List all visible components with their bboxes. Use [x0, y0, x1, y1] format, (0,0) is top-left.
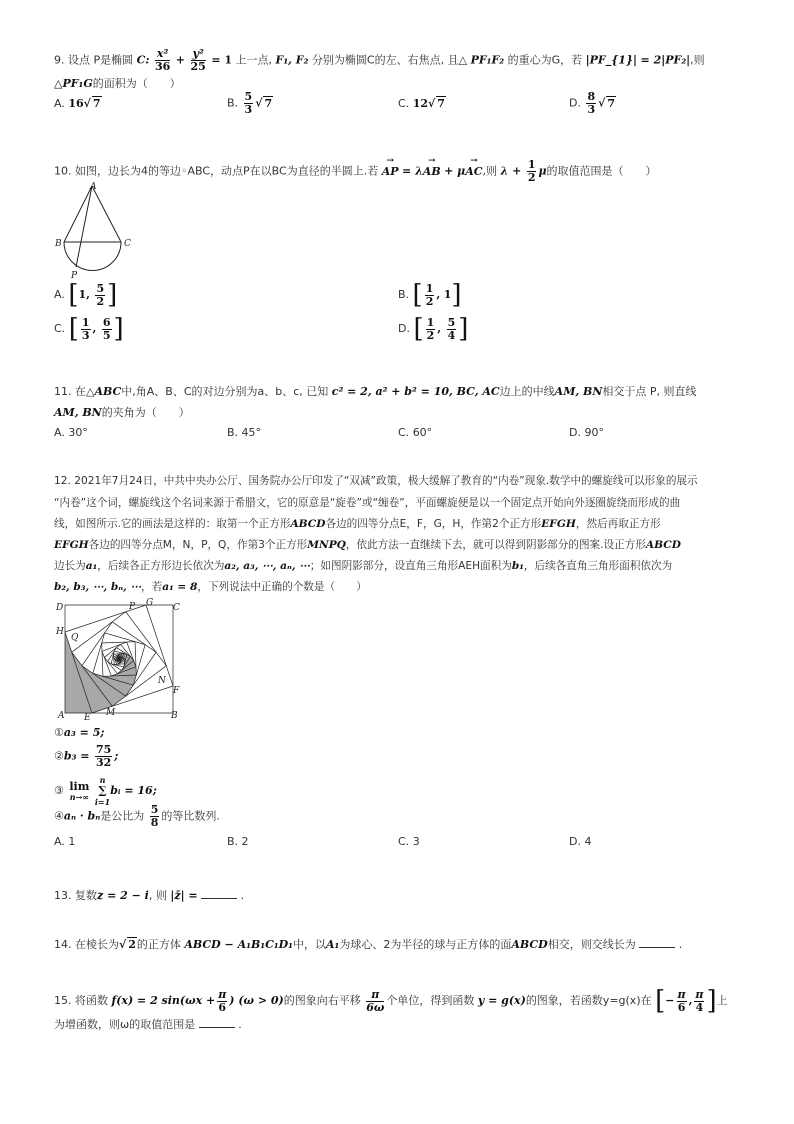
q12-label-f: F [173, 686, 180, 696]
q14-line: 14. 在棱长为√ 2的正方体 ABCD − A₁B₁C₁D₁中，以A₁为球心、2为半径的球与正方体的面ABCD相交，则交线长为 . [54, 938, 683, 951]
q11-option-b[interactable]: B. 45° [227, 426, 262, 439]
q10-line1: 10. 如图，边长为4的等边◦ABC，动点P在以BC为直径的半圆上.若 → AP = λ→ AB + μ→ AC,则 λ + $\frac{1}{2}$ μ的取值范围是（ ） [54, 159, 657, 184]
q12-label-d: D [56, 603, 64, 613]
q12-line5: 边长为a₁，后续各正方形边长依次为a₂, a₃, ⋯, aₙ, ⋯；如图阴影部分，设直角三角形AEH面积为b₁，后续各直角三角形面积依次为 [54, 560, 673, 572]
q11-option-c[interactable]: C. 60° [398, 426, 433, 439]
q12-line4: EFGH各边的四等分点M，N，P，Q，作第3个正方形MNPQ，依此方法一直继续下去，就可以得到阴影部分的图案.设正方形ABCD [54, 539, 681, 551]
q12-label-a: A [58, 711, 65, 721]
q12-line3: 线，如图所示.它的画法是这样的：取第一个正方形ABCD各边的四等分点E，F，G，H，作第2个正方形EFGH，然后再取正方形 [54, 518, 661, 530]
q12-label-g: G [146, 598, 154, 608]
q11-option-a[interactable]: A. 30° [54, 426, 88, 439]
q9-foci: F₁, F₂ [275, 53, 309, 67]
q9-frac-x: $\frac{\text{x²}}{36}$ [154, 47, 171, 73]
q12-spiral-figure [54, 598, 194, 722]
q12-line6: b₂, b₃, ⋯, bₙ, ⋯，若a₁ = 8，下列说法中正确的个数是（ ） [54, 581, 367, 593]
q9-option-d[interactable]: D. $\frac{8}{3}$ √ 7 [569, 90, 616, 116]
q10-option-a[interactable]: A. [1, $\frac{5}{2}$ ] [54, 280, 118, 310]
q14-answer-blank[interactable] [639, 937, 675, 948]
q10-semicircle [64, 242, 121, 271]
q13-line: 13. 复数z = 2 − i, 则 |z̄| = . [54, 889, 245, 902]
q9-condition-right: = 2|PF₂| [640, 53, 691, 67]
q10-label-p: P [71, 271, 78, 280]
q10-vec-ac: → AC [465, 165, 482, 178]
q12-option-a[interactable]: A. 1 [54, 835, 76, 848]
q12-number: 12. [54, 475, 71, 487]
q10-side-ac [92, 186, 121, 242]
q12-label-m: M [106, 708, 116, 718]
q10-number: 10. [54, 164, 72, 178]
q10-segment-ap [76, 186, 92, 267]
q9-number: 9. [54, 53, 65, 67]
q11-option-d[interactable]: D. 90° [569, 426, 604, 439]
q12-label-h: H [56, 627, 64, 637]
q12-label-c: C [173, 603, 180, 613]
q10-option-c[interactable]: C. [ $\frac{1}{3}$ , $\frac{6}{5}$ ] [54, 314, 124, 344]
q11-number: 11. [54, 385, 72, 398]
q15-line2: 为增函数，则ω的取值范围是 . [54, 1018, 242, 1031]
q10-option-d[interactable]: D. [ $\frac{1}{2}$ , $\frac{5}{4}$ ] [398, 314, 469, 344]
q10-vec-ab: → AB [423, 165, 441, 178]
q9-option-a[interactable]: A. 16√ 7 [54, 97, 101, 110]
q9-text: 设点 P是椭圆 [68, 53, 134, 67]
q12-option-c[interactable]: C. 3 [398, 835, 420, 848]
q9-area-triangle: △PF₁G [54, 77, 93, 90]
q12-option-d[interactable]: D. 4 [569, 835, 592, 848]
q10-label-c: C [124, 239, 131, 249]
q12-line2: “内卷”这个词，螺旋线这个名词来源于希腊文，它的原意是“旋卷”或“缠卷”，平面螺旋便是以一个固定点开始向外逐圈旋绕而形成的曲 [54, 497, 681, 509]
q12-label-q: Q [71, 633, 79, 643]
q12-label-n: N [158, 676, 166, 686]
q10-figure [54, 180, 144, 280]
q9-condition-left: |PF_{1}| [585, 53, 638, 67]
q13-answer-blank[interactable] [201, 888, 237, 899]
q12-line1: 12. 2021年7月24日，中共中央办公厅、国务院办公厅印发了“双减”政策，极大缓解了教育的“内卷”现象.数学中的螺旋线可以形象的展示 [54, 475, 698, 487]
q10-label-a: A [90, 182, 97, 192]
q12-statement-4: ④aₙ · bₙ是公比为 $\frac{5}{8}$ 的等比数列. [54, 803, 220, 829]
q12-option-b[interactable]: B. 2 [227, 835, 249, 848]
q10-vec-ap: → AP [382, 165, 399, 178]
q11-line1: 11. 在△ABC中,角A、B、C的对边分别为a、b、c, 已知 c² = 2, a² + b² = 10, BC, AC边上的中线AM, BN相交于点 P, 则直线 [54, 385, 697, 398]
q9-ellipse-label: C: [136, 53, 150, 67]
q15-number: 15. [54, 994, 72, 1007]
q12-label-b: B [171, 711, 178, 721]
q12-statement-3: ③ lim n→∞ n ∑ i=1 bᵢ = 16; [54, 775, 157, 807]
q12-label-e: E [84, 713, 91, 722]
q9-line2: △PF₁G的面积为（ ） [54, 77, 181, 90]
q13-number: 13. [54, 889, 72, 902]
q12-statement-1: ①a₃ = 5; [54, 726, 105, 739]
q10-option-b[interactable]: B. [ $\frac{1}{2}$ , 1] [398, 280, 462, 310]
q14-number: 14. [54, 938, 72, 951]
q12-label-p: P [129, 602, 136, 612]
q9-triangle: PF₁F₂ [470, 53, 505, 67]
q10-side-ab [64, 186, 92, 242]
q15-line1: 15. 将函数 f(x) = 2 sin(ωx + $\frac{\pi}{6}$ ) (ω > 0)的图象向右平移 $\frac{\pi}{6\omega}$ 个单位，得到函数 y = g(x)的图象，若函数y=g(x)在 [− $\frac{\pi}{6}$ , $\frac{\pi}{4}$ ]上 [54, 986, 728, 1016]
q12-statement-2: ②b₃ = $\frac{75}{32}$ ; [54, 743, 119, 769]
q11-line2: AM, BN的夹角为（ ） [54, 406, 190, 419]
q9-option-c[interactable]: C. 12√ 7 [398, 97, 445, 110]
q9-frac-y: $\frac{\text{y²}}{25}$ [190, 47, 206, 73]
q15-answer-blank[interactable] [199, 1017, 235, 1028]
q9-option-b[interactable]: B. $\frac{5}{3}$ √ 7 [227, 90, 273, 116]
q9-line1: 9. 设点 P是椭圆 C: $\frac{\text{x²}}{36}$ + $\frac{\text{y²}}{25}$ = 1 上一点, F₁, F₂ 分别为椭圆C的左、右焦点, 且△ PF₁F₂ 的重心为G，若 |PF_{1}| = 2|PF₂|,则 [54, 47, 705, 73]
q10-label-b: B [55, 239, 62, 249]
q11-condition: c² = 2, a² + b² = 10, BC, AC [331, 385, 500, 398]
